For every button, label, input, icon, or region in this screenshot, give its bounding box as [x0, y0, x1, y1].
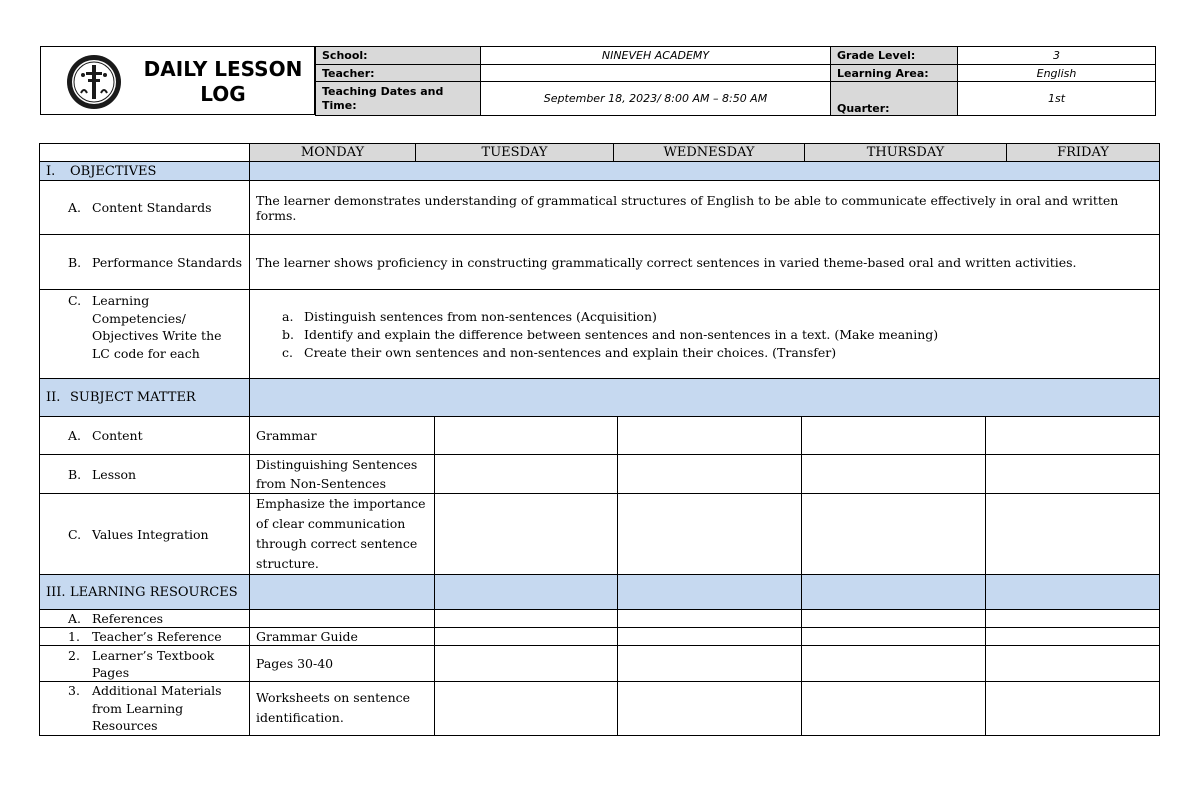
section-learning-resources: [40, 575, 250, 610]
header-logo-box: [40, 46, 315, 115]
row-label: Content Standards: [92, 200, 212, 215]
objectives-list: [256, 308, 1153, 362]
section-heading: OBJECTIVES: [70, 163, 157, 179]
content-monday: Grammar: [250, 417, 435, 455]
learning-area-value: English: [958, 65, 1156, 82]
document-title: DAILY LESSON LOG: [143, 57, 303, 106]
section-number: II.: [46, 390, 61, 405]
row-label: Learning Competencies/ Objectives Write the LC code for each: [92, 293, 222, 361]
content-wednesday: [618, 417, 802, 455]
row-label: Lesson: [92, 466, 137, 482]
school-value: NINEVEH ACADEMY: [481, 47, 831, 65]
day-tuesday: TUESDAY: [416, 144, 614, 161]
list-text: Distinguish sentences from non-sentences (Acquisition): [304, 309, 657, 324]
resources-tuesday: [435, 575, 618, 610]
list-item: [282, 326, 1153, 344]
list-marker: b.: [282, 327, 294, 342]
section-heading: SUBJECT MATTER: [70, 390, 196, 405]
row-label: Content: [92, 428, 143, 443]
resources-wednesday: [618, 575, 802, 610]
section-subject-matter-fill: [250, 379, 1160, 417]
row-mark: A.: [68, 611, 82, 626]
row-mark: 3.: [68, 683, 80, 698]
resources-thursday: [802, 575, 986, 610]
section-objectives: [40, 162, 250, 181]
school-seal-icon: [65, 53, 123, 111]
day-thursday: THURSDAY: [805, 144, 1007, 161]
row-mark: 2.: [68, 647, 80, 663]
references-tuesday: [435, 610, 618, 628]
additional-materials-label: [40, 682, 250, 736]
additional-materials-wednesday: [618, 682, 802, 736]
teachers-reference-wednesday: [618, 628, 802, 646]
content-standards-text: The learner demonstrates understanding of grammatical structures of English to be able to communicate effectively in oral and written forms.: [250, 181, 1160, 235]
references-label: [40, 610, 250, 628]
teachers-reference-thursday: [802, 628, 986, 646]
resources-monday: [250, 575, 435, 610]
content-standards-label: [40, 181, 250, 235]
list-text: Identify and explain the difference between sentences and non-sentences in a text. (Make meaning): [304, 327, 939, 342]
performance-standards-label: [40, 235, 250, 290]
row-label: Values Integration: [92, 526, 209, 542]
content-tuesday: [435, 417, 618, 455]
lesson-wednesday: [618, 455, 802, 494]
school-label: School:: [316, 47, 481, 65]
references-monday: [250, 610, 435, 628]
values-integration-friday: [986, 494, 1160, 575]
additional-materials-monday: Worksheets on sentence identification.: [250, 682, 435, 736]
teachers-reference-label: [40, 628, 250, 646]
quarter-value: 1st: [958, 82, 1156, 116]
day-friday: FRIDAY: [1007, 144, 1159, 161]
textbook-pages-friday: [986, 646, 1160, 682]
header-info-table: [315, 46, 1156, 116]
lesson-log-table: [39, 143, 1160, 736]
values-integration-label: [40, 494, 250, 575]
row-mark: A.: [68, 428, 82, 443]
lesson-label: [40, 455, 250, 494]
row-label: References: [92, 611, 164, 626]
textbook-pages-label: [40, 646, 250, 682]
content-thursday: [802, 417, 986, 455]
section-number: I.: [46, 163, 56, 179]
values-integration-tuesday: [435, 494, 618, 575]
teaching-dates-value: September 18, 2023/ 8:00 AM – 8:50 AM: [481, 82, 831, 116]
values-integration-wednesday: [618, 494, 802, 575]
list-text: Create their own sentences and non-sentences and explain their choices. (Transfer): [304, 345, 837, 360]
day-monday: MONDAY: [250, 144, 416, 161]
row-label: Learner’s Textbook Pages: [92, 647, 215, 680]
quarter-label: Quarter:: [831, 82, 958, 116]
lesson-friday: [986, 455, 1160, 494]
textbook-pages-wednesday: [618, 646, 802, 682]
additional-materials-tuesday: [435, 682, 618, 736]
grade-level-value: 3: [958, 47, 1156, 65]
additional-materials-friday: [986, 682, 1160, 736]
teachers-reference-tuesday: [435, 628, 618, 646]
row-label: Performance Standards: [92, 254, 243, 270]
teachers-reference-friday: [986, 628, 1160, 646]
section-heading: LEARNING RESOURCES: [70, 584, 238, 600]
row-label: Teacher’s Reference: [92, 629, 222, 644]
content-friday: [986, 417, 1160, 455]
learning-competencies-label: [40, 290, 250, 379]
list-item: [282, 308, 1153, 326]
lesson-thursday: [802, 455, 986, 494]
row-mark: B.: [68, 254, 82, 270]
row-mark: C.: [68, 293, 82, 308]
references-thursday: [802, 610, 986, 628]
performance-standards-text: The learner shows proficiency in constructing grammatically correct sentences in varied theme-based oral and written activities.: [250, 235, 1160, 290]
teacher-value: [481, 65, 831, 82]
textbook-pages-thursday: [802, 646, 986, 682]
grade-level-label: Grade Level:: [831, 47, 958, 65]
day-header-blank: [40, 144, 250, 162]
row-label: Additional Materials from Learning Resources: [92, 683, 222, 733]
section-subject-matter: [40, 379, 250, 417]
row-mark: 1.: [68, 629, 80, 644]
lesson-tuesday: [435, 455, 618, 494]
values-integration-thursday: [802, 494, 986, 575]
teaching-dates-label: Teaching Dates and Time:: [316, 82, 481, 116]
lesson-monday: Distinguishing Sentences from Non-Sentences: [250, 455, 435, 494]
additional-materials-thursday: [802, 682, 986, 736]
learning-competencies-cell: [250, 290, 1160, 379]
learning-area-label: Learning Area:: [831, 65, 958, 82]
content-label: [40, 417, 250, 455]
teachers-reference-monday: Grammar Guide: [250, 628, 435, 646]
references-friday: [986, 610, 1160, 628]
section-objectives-fill: [250, 162, 1160, 181]
textbook-pages-monday: Pages 30-40: [250, 646, 435, 682]
textbook-pages-tuesday: [435, 646, 618, 682]
references-wednesday: [618, 610, 802, 628]
list-marker: c.: [282, 345, 293, 360]
resources-friday: [986, 575, 1160, 610]
list-marker: a.: [282, 309, 294, 324]
list-item: [282, 344, 1153, 362]
values-integration-monday: Emphasize the importance of clear communication through correct sentence structure.: [250, 494, 435, 575]
row-mark: C.: [68, 526, 82, 542]
row-mark: A.: [68, 200, 82, 215]
row-mark: B.: [68, 466, 82, 482]
section-number: III.: [46, 584, 66, 600]
teacher-label: Teacher:: [316, 65, 481, 82]
day-wednesday: WEDNESDAY: [614, 144, 805, 161]
